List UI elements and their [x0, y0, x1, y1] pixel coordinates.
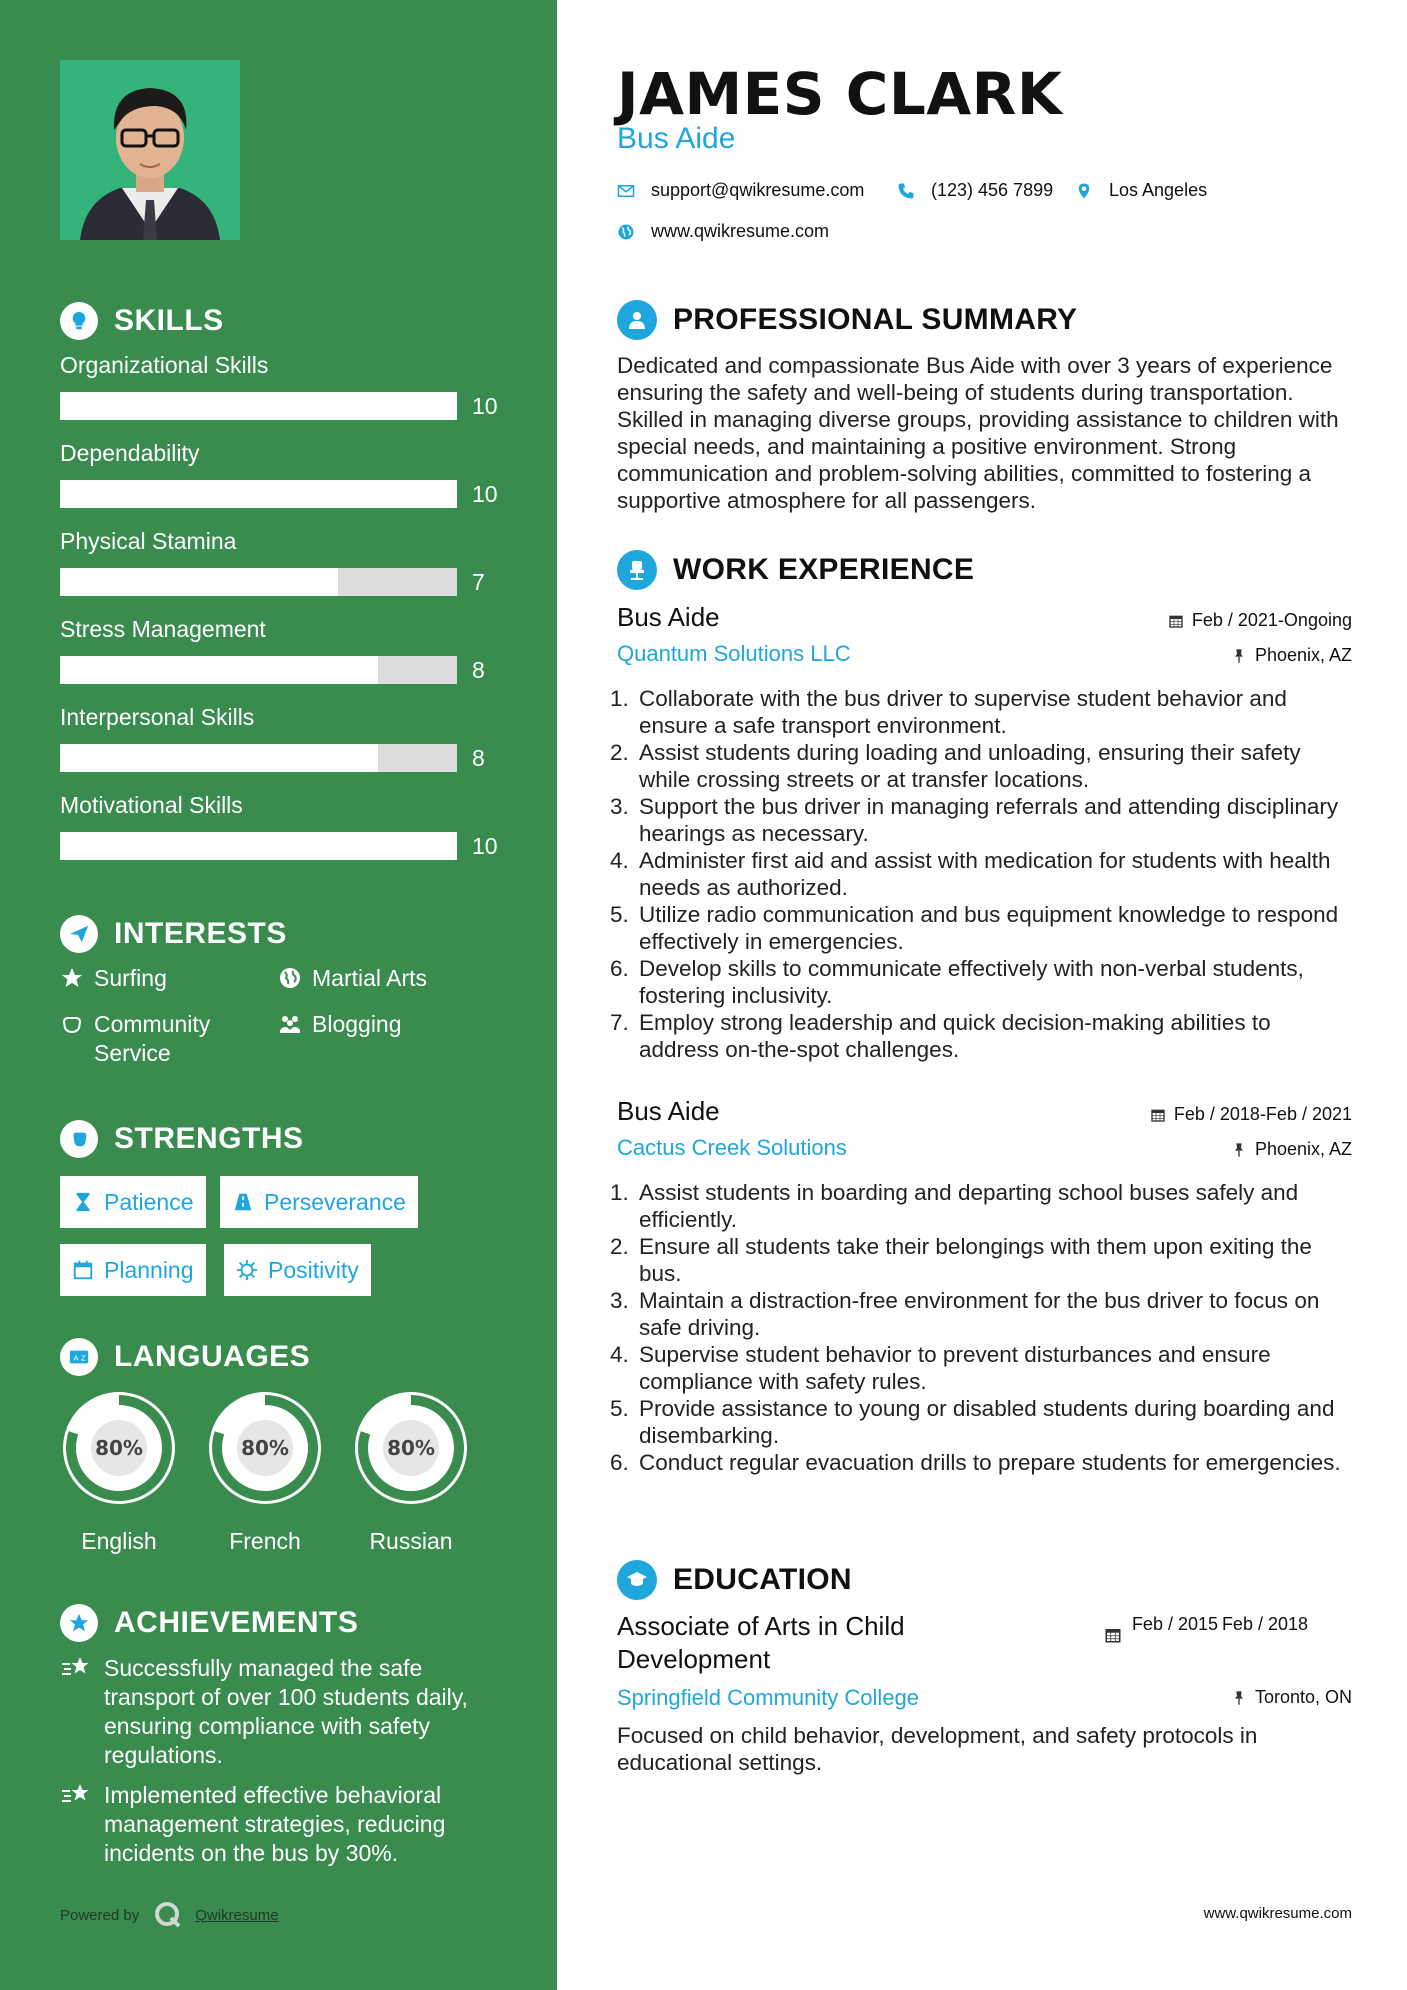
- skill-name: Physical Stamina: [60, 528, 237, 554]
- skill-score: 10: [472, 833, 498, 859]
- list-item: 3. Maintain a distraction-free environment for the bus driver to focus on safe driving.: [635, 1287, 1352, 1341]
- calendar-icon: [1104, 1626, 1122, 1644]
- candidate-title: Bus Aide: [617, 122, 736, 155]
- graduation-icon: [617, 1560, 657, 1600]
- skill-score: 7: [472, 569, 485, 595]
- job-title: Bus Aide: [617, 602, 720, 632]
- job-location-text: Phoenix, AZ: [1254, 1139, 1352, 1159]
- list-item: 7. Employ strong leadership and quick decision-making abilities to address on-the-spot challenges.: [635, 1009, 1352, 1063]
- star-icon: [60, 966, 84, 990]
- contact-website: [617, 221, 829, 242]
- language-ring: [57, 1386, 181, 1510]
- fist-icon: [60, 1120, 98, 1158]
- education-school: Springfield Community College: [617, 1685, 920, 1710]
- star-badge-icon: [60, 1604, 98, 1642]
- skill-name: Organizational Skills: [60, 352, 269, 378]
- skill-name: Interpersonal Skills: [60, 704, 255, 730]
- experience-heading: [617, 550, 974, 590]
- strength-label: Perseverance: [264, 1188, 406, 1215]
- interest-label: Martial Arts: [312, 965, 428, 991]
- skill-bar-fill: [60, 568, 338, 596]
- footer-website[interactable]: www.qwikresume.com: [1203, 1905, 1352, 1922]
- interest-item: [278, 1010, 402, 1039]
- job-duties-list: [617, 685, 1352, 1063]
- skill-item: [60, 614, 520, 702]
- list-item: 2. Assist students during loading and unloading, ensuring their safety while crossing streets or at transfer locations.: [635, 739, 1352, 793]
- location-text: Los Angeles: [1109, 180, 1208, 200]
- job-company: Quantum Solutions LLC: [617, 641, 851, 666]
- strength-label: Planning: [104, 1256, 194, 1283]
- list-item: 4. Administer first aid and assist with medication for students with health needs as authorized.: [635, 847, 1352, 901]
- globe-icon: [617, 223, 635, 241]
- pushpin-icon: [1231, 648, 1247, 664]
- shooting-star-icon: [60, 1781, 92, 1809]
- education-location-text: Toronto, ON: [1254, 1687, 1352, 1707]
- strength-label: Positivity: [268, 1256, 359, 1283]
- language-ring: [349, 1386, 473, 1510]
- contact-location: [1075, 180, 1207, 201]
- education-heading: [617, 1560, 852, 1600]
- list-item: 3. Support the bus driver in managing referrals and attending disciplinary hearings as necessary.: [635, 793, 1352, 847]
- phone-icon: [897, 182, 915, 200]
- qwikresume-logo-icon: [153, 1900, 183, 1930]
- education-description: Focused on child behavior, development, and safety protocols in educational settings.: [617, 1723, 1258, 1775]
- skill-name: Motivational Skills: [60, 792, 243, 818]
- strength-badge: [60, 1244, 206, 1296]
- skill-bar: [60, 656, 457, 684]
- lightbulb-icon: [60, 302, 98, 340]
- language-percent: 80%: [241, 1436, 289, 1460]
- skill-score: 8: [472, 657, 485, 683]
- strengths-heading: [60, 1120, 304, 1158]
- skill-score: 8: [472, 745, 485, 771]
- skill-bar-fill: [60, 656, 378, 684]
- interest-label: Blogging: [312, 1011, 402, 1037]
- interest-label: Surfing: [94, 965, 167, 991]
- summary-title: PROFESSIONAL SUMMARY: [673, 303, 1078, 336]
- shooting-star-icon: [60, 1654, 92, 1682]
- skill-name: Dependability: [60, 440, 200, 466]
- strengths-title: STRENGTHS: [114, 1122, 304, 1155]
- skill-bar: [60, 832, 457, 860]
- phone-text[interactable]: (123) 456 7899: [931, 180, 1054, 200]
- achievements-title: ACHIEVEMENTS: [114, 1606, 359, 1639]
- envelope-icon: [617, 182, 635, 200]
- sidebar: [0, 0, 557, 1990]
- job-location: [1231, 1139, 1352, 1160]
- paper-plane-icon: [60, 915, 98, 953]
- powered-by-label: Powered by: [60, 1906, 140, 1924]
- language-item: [57, 1386, 181, 1555]
- list-item: 5. Provide assistance to young or disabled students during boarding and disembarking.: [635, 1395, 1352, 1449]
- skill-bar: [60, 744, 457, 772]
- interest-label: Community Service: [94, 1011, 211, 1066]
- website-text[interactable]: www.qwikresume.com: [651, 221, 830, 241]
- language-percent: 80%: [95, 1436, 143, 1460]
- list-item: 6. Develop skills to communicate effectively with non-verbal students, fostering inclusivity.: [635, 955, 1352, 1009]
- skill-score: 10: [472, 393, 498, 419]
- summary-heading: [617, 300, 1077, 340]
- language-icon: [60, 1338, 98, 1376]
- job-title: Bus Aide: [617, 1096, 720, 1126]
- interests-heading: [60, 915, 287, 953]
- qwikresume-link[interactable]: Qwikresume: [195, 1906, 279, 1924]
- skill-item: [60, 350, 520, 438]
- achievement-text: Successfully managed the safe transport of over 100 students daily, ensuring compliance with safety regulations.: [104, 1655, 468, 1768]
- skill-item: [60, 790, 520, 878]
- profile-photo: [60, 60, 240, 240]
- education-title: EDUCATION: [673, 1563, 852, 1596]
- summary-text: Dedicated and compassionate Bus Aide with over 3 years of experience ensuring the safety and well-being of students during transportation. Skilled in managing diverse groups, providing assistance to children with special needs, and maintaining a positive environment. Strong communication and problem-solving abilities, committed to fostering a supportive atmosphere for all passengers.: [617, 353, 1339, 513]
- education-dates: [1104, 1612, 1308, 1644]
- job-dates-text: Feb / 2018-Feb / 2021: [1173, 1104, 1352, 1124]
- map-pin-icon: [1075, 182, 1093, 200]
- languages-heading: [60, 1338, 310, 1376]
- people-icon: [278, 1012, 302, 1036]
- job-dates: [1150, 1104, 1352, 1125]
- contact-phone: [897, 180, 1053, 201]
- job-dates: [1168, 610, 1352, 631]
- strength-badge: [60, 1176, 206, 1228]
- skill-name: Stress Management: [60, 616, 266, 642]
- strength-badge: [220, 1176, 418, 1228]
- education-start: Feb / 2015: [1131, 1614, 1218, 1634]
- education-degree: Associate of Arts in Child Development: [617, 1611, 905, 1674]
- skill-score: 10: [472, 481, 498, 507]
- skill-item: [60, 438, 520, 526]
- svg-text:A Z: A Z: [73, 1353, 86, 1363]
- sun-icon: [236, 1259, 258, 1281]
- strength-badge: [224, 1244, 371, 1296]
- language-name: Russian: [369, 1528, 453, 1554]
- calendar-icon: [1168, 613, 1184, 629]
- interest-item: [278, 964, 427, 993]
- skills-title: SKILLS: [114, 304, 224, 337]
- skill-bar: [60, 480, 457, 508]
- office-chair-icon: [617, 550, 657, 590]
- language-name: English: [81, 1528, 157, 1554]
- interest-item: [60, 964, 167, 993]
- pushpin-icon: [1231, 1690, 1247, 1706]
- hourglass-icon: [72, 1191, 94, 1213]
- list-item: 2. Ensure all students take their belongings with them upon exiting the bus.: [635, 1233, 1352, 1287]
- skill-bar-fill: [60, 744, 378, 772]
- job-location-text: Phoenix, AZ: [1254, 645, 1352, 665]
- list-item: 1. Collaborate with the bus driver to supervise student behavior and ensure a safe transport environment.: [635, 685, 1352, 739]
- list-item: 1. Assist students in boarding and departing school buses safely and efficiently.: [635, 1179, 1352, 1233]
- skill-bar-fill: [60, 480, 457, 508]
- skill-bar: [60, 568, 457, 596]
- list-item: 5. Utilize radio communication and bus equipment knowledge to respond effectively in emergencies.: [635, 901, 1352, 955]
- education-end: Feb / 2018: [1221, 1614, 1308, 1634]
- job-duties-list: [617, 1179, 1352, 1476]
- language-name: French: [229, 1528, 301, 1554]
- hand-icon: [60, 1012, 84, 1036]
- job-location: [1231, 645, 1352, 666]
- contact-email: [617, 180, 864, 201]
- road-icon: [232, 1191, 254, 1213]
- list-item: 4. Supervise student behavior to prevent disturbances and ensure compliance with safety rules.: [635, 1341, 1352, 1395]
- pushpin-icon: [1231, 1142, 1247, 1158]
- skill-bar: [60, 392, 457, 420]
- powered-by: [60, 1900, 279, 1930]
- achievement-item: [60, 1781, 500, 1868]
- language-item: [203, 1386, 327, 1555]
- skill-item: [60, 702, 520, 790]
- skills-heading: [60, 302, 224, 340]
- list-item: 6. Conduct regular evacuation drills to prepare students for emergencies.: [635, 1449, 1352, 1476]
- languages-title: LANGUAGES: [114, 1340, 311, 1373]
- candidate-name: JAMES CLARK: [617, 60, 1063, 128]
- language-ring: [203, 1386, 327, 1510]
- calendar-icon: [72, 1259, 94, 1281]
- language-item: [349, 1386, 473, 1555]
- skill-item: [60, 526, 520, 614]
- language-percent: 80%: [387, 1436, 435, 1460]
- job-company: Cactus Creek Solutions: [617, 1135, 847, 1160]
- experience-title: WORK EXPERIENCE: [673, 553, 975, 586]
- globe-icon: [278, 966, 302, 990]
- interest-item: [60, 1010, 250, 1068]
- email-text[interactable]: support@qwikresume.com: [651, 180, 865, 200]
- skill-bar-fill: [60, 832, 457, 860]
- skill-bar-fill: [60, 392, 457, 420]
- achievement-text: Implemented effective behavioral management strategies, reducing incidents on the bus by 30%.: [104, 1782, 446, 1866]
- calendar-icon: [1150, 1107, 1166, 1123]
- achievements-heading: [60, 1604, 358, 1642]
- education-location: [1231, 1687, 1352, 1708]
- achievement-item: [60, 1654, 500, 1770]
- job-dates-text: Feb / 2021-Ongoing: [1191, 610, 1352, 630]
- interests-title: INTERESTS: [114, 917, 287, 950]
- user-icon: [617, 300, 657, 340]
- strength-label: Patience: [104, 1188, 194, 1215]
